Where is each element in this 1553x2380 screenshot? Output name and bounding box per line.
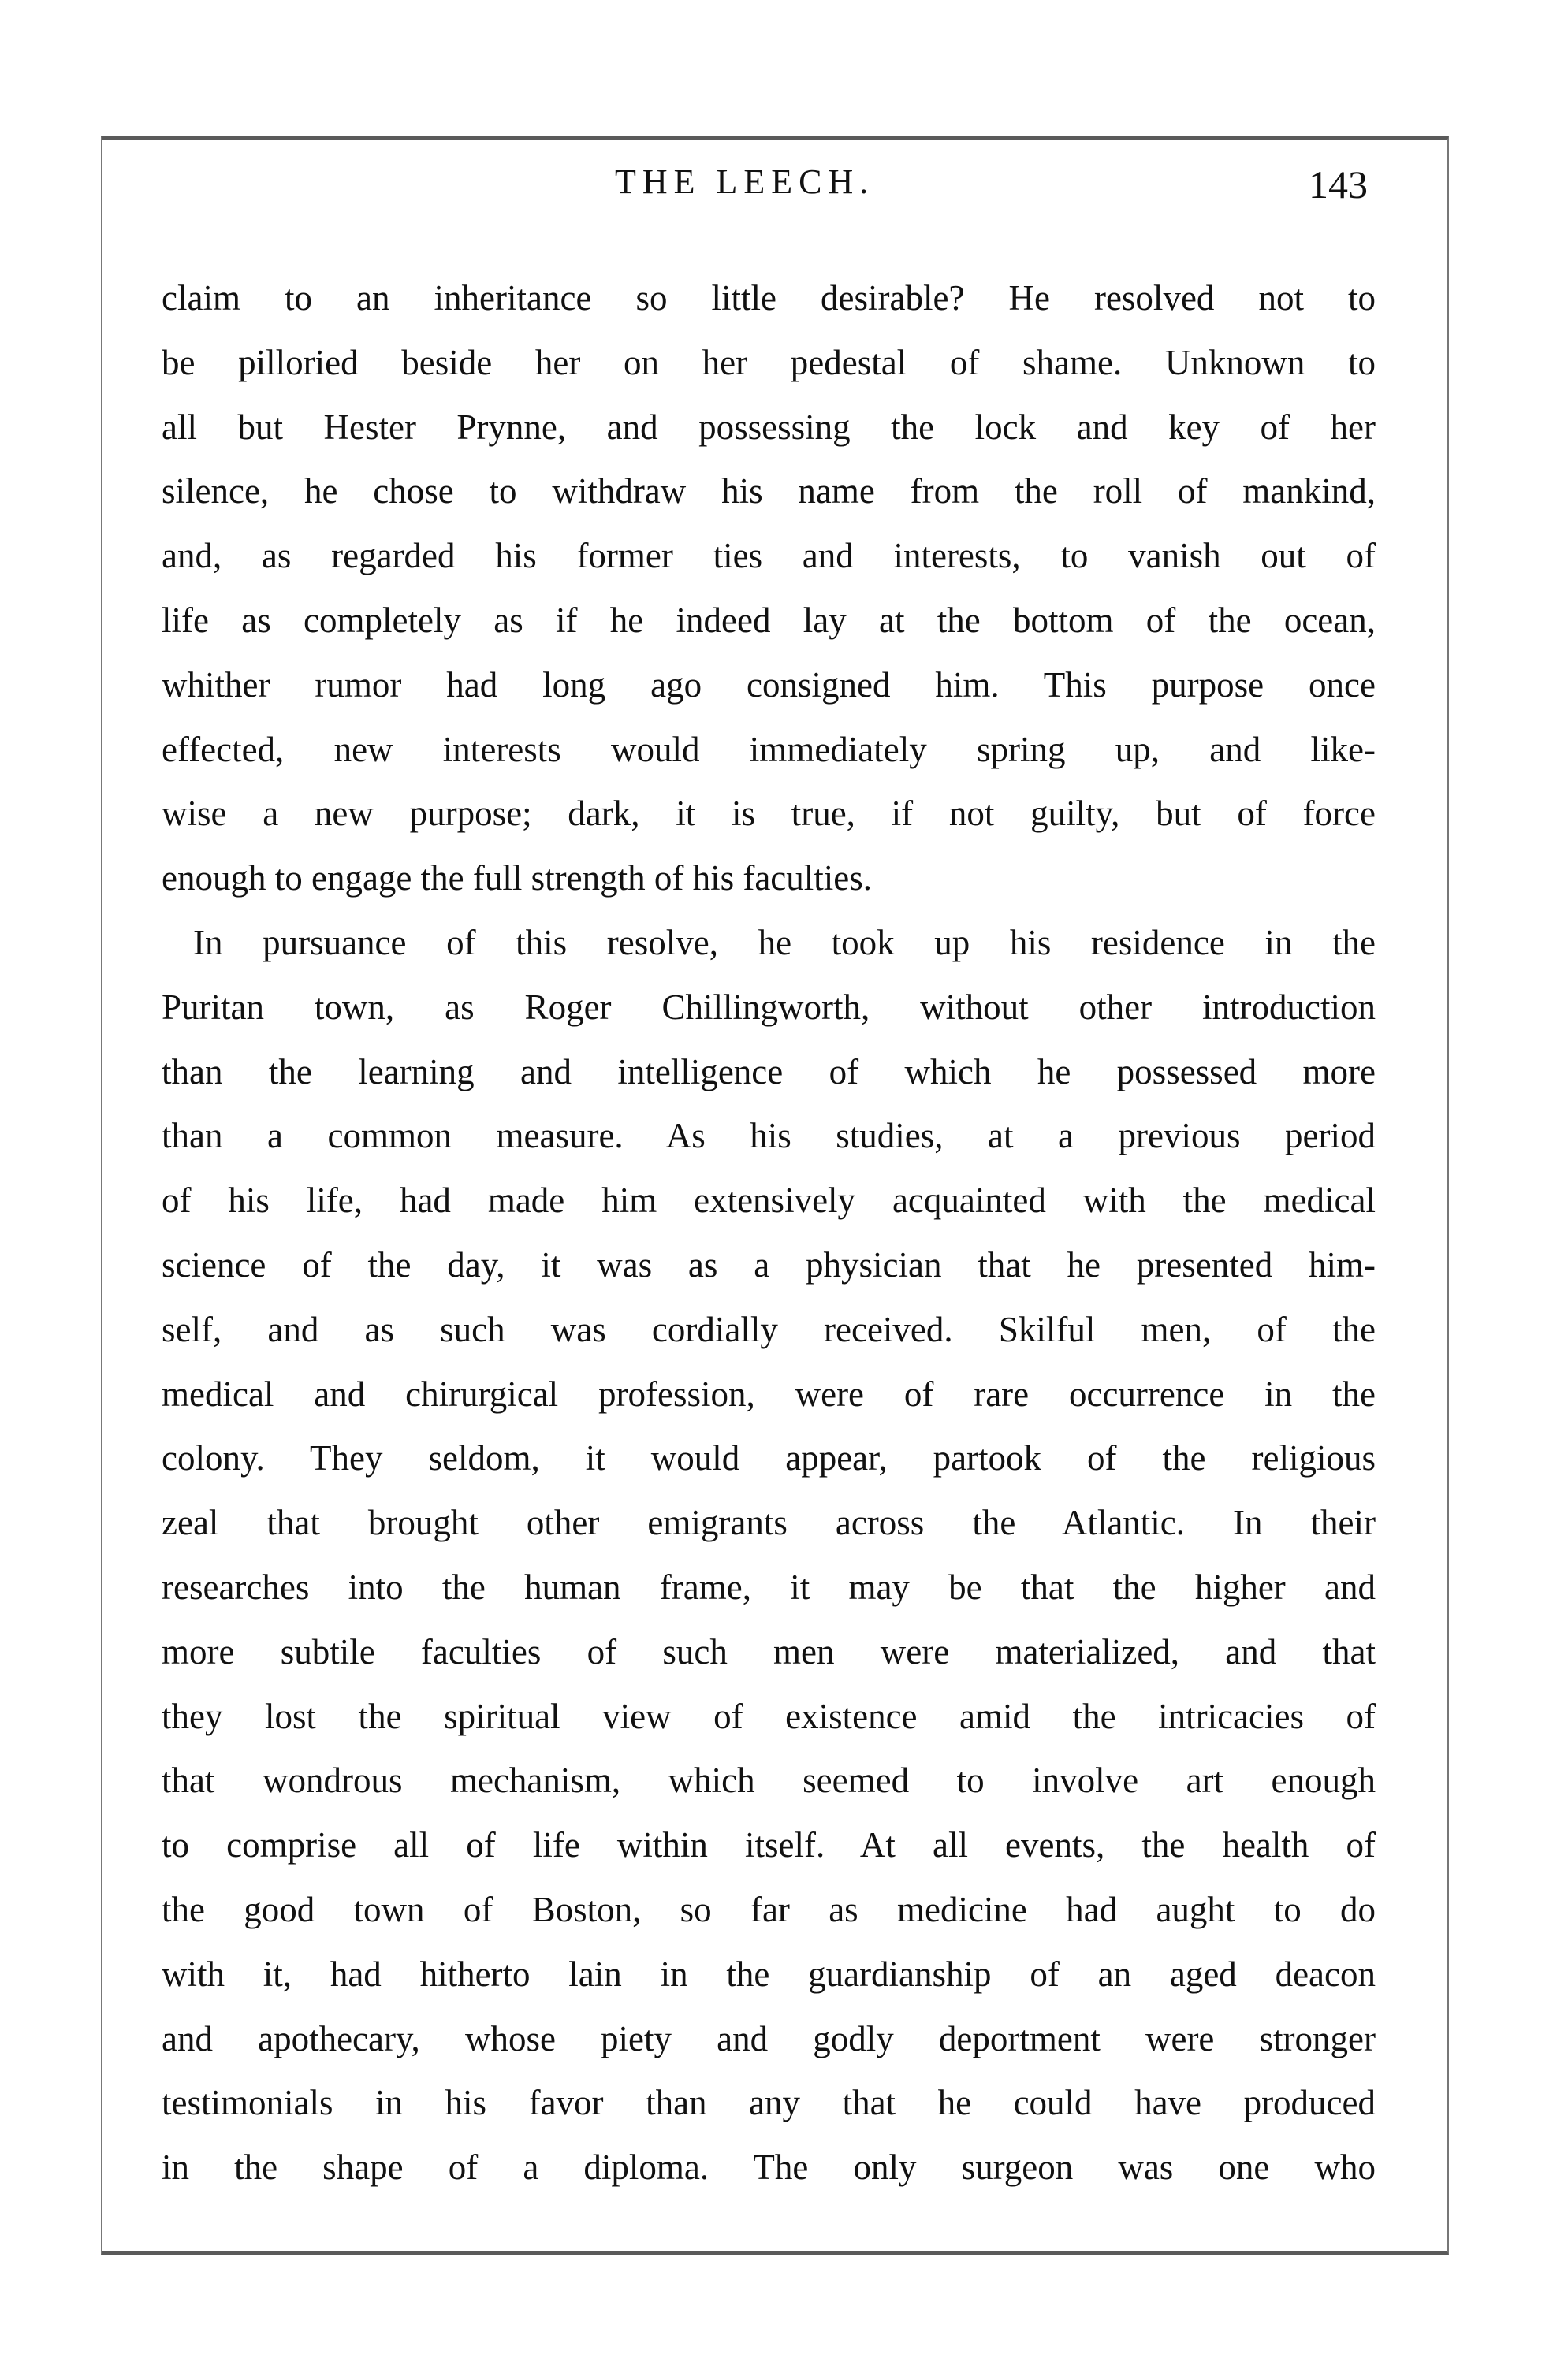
body-text bbox=[162, 266, 1376, 2200]
text-line: that wondrous mechanism, which seemed to involve art enough bbox=[162, 1761, 1376, 1801]
running-head bbox=[0, 162, 1553, 217]
text-line: the good town of Boston, so far as medicine had aught to do bbox=[162, 1889, 1376, 1929]
text-line: all but Hester Prynne, and possessing the lock and key of her bbox=[162, 407, 1376, 447]
paragraph-end-line: enough to engage the full strength of his faculties. bbox=[162, 858, 873, 898]
text-line: than a common measure. As his studies, at a previous period bbox=[162, 1116, 1376, 1156]
text-line: with it, had hitherto lain in the guardianship of an aged deacon bbox=[162, 1954, 1376, 1994]
text-line: they lost the spiritual view of existence amid the intricacies of bbox=[162, 1696, 1376, 1736]
text-line: wise a new purpose; dark, it is true, if not guilty, but of force bbox=[162, 794, 1376, 834]
paragraph-start-line: In pursuance of this resolve, he took up his residence in the bbox=[193, 922, 1376, 962]
text-line: more subtile faculties of such men were materialized, and that bbox=[162, 1631, 1376, 1672]
text-line: whither rumor had long ago consigned him. This purpose once bbox=[162, 664, 1376, 705]
text-line: zeal that brought other emigrants across the Atlantic. In their bbox=[162, 1503, 1376, 1543]
text-line: testimonials in his favor than any that he could have produced bbox=[162, 2083, 1376, 2123]
text-line: silence, he chose to withdraw his name from the roll of mankind, bbox=[162, 471, 1376, 511]
text-line: in the shape of a diploma. The only surgeon was one who bbox=[162, 2148, 1376, 2188]
text-line: be pilloried beside her on her pedestal of shame. Unknown to bbox=[162, 342, 1376, 382]
running-title: THE LEECH. bbox=[615, 162, 875, 201]
text-line: medical and chirurgical profession, were of rare occurrence in the bbox=[162, 1374, 1376, 1414]
text-line: claim to an inheritance so little desirable? He resolved not to bbox=[162, 278, 1376, 318]
text-line: effected, new interests would immediately spring up, and like- bbox=[162, 729, 1376, 769]
text-line: Puritan town, as Roger Chillingworth, without other introduction bbox=[162, 987, 1376, 1027]
text-line: and apothecary, whose piety and godly deportment were stronger bbox=[162, 2018, 1376, 2058]
text-line: life as completely as if he indeed lay at the bottom of the ocean, bbox=[162, 600, 1376, 640]
text-line: of his life, had made him extensively acquainted with the medical bbox=[162, 1181, 1376, 1221]
text-line: and, as regarded his former ties and interests, to vanish out of bbox=[162, 536, 1376, 576]
text-line: science of the day, it was as a physician that he presented him- bbox=[162, 1244, 1376, 1285]
page-number: 143 bbox=[1309, 162, 1368, 206]
text-line: self, and as such was cordially received. Skilful men, of the bbox=[162, 1309, 1376, 1349]
text-line: researches into the human frame, it may be that the higher and bbox=[162, 1567, 1376, 1607]
text-line: to comprise all of life within itself. At all events, the health of bbox=[162, 1825, 1376, 1865]
text-line: colony. They seldom, it would appear, partook of the religious bbox=[162, 1438, 1376, 1478]
text-line: than the learning and intelligence of which he possessed more bbox=[162, 1051, 1376, 1091]
